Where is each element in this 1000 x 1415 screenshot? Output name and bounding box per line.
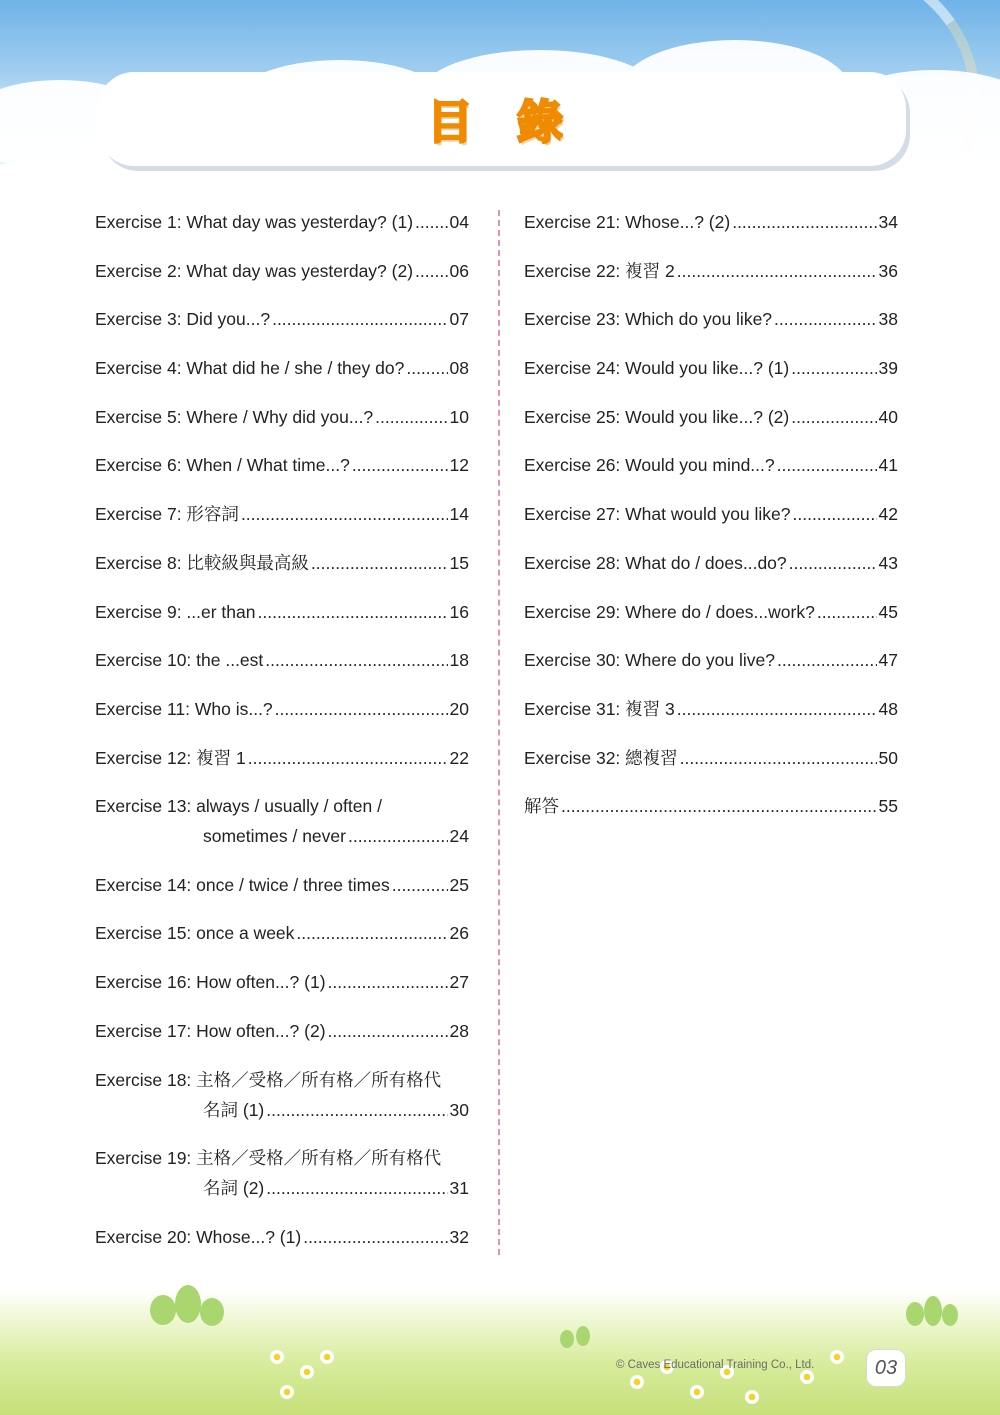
toc-entry-label: Exercise 15: once a week [95,923,295,944]
toc-entry[interactable] [524,450,898,480]
dot-leader [732,207,876,237]
toc-entry[interactable] [95,870,469,900]
toc-entry-label: Exercise 27: What would you like? [524,504,791,525]
toc-entry[interactable] [95,450,469,480]
dot-leader [311,548,448,578]
toc-page-number: 39 [878,358,898,379]
toc-page-number: 41 [878,455,898,476]
dot-leader [248,743,448,773]
toc-entry-label: Exercise 13: always / usually / often / [95,796,382,817]
toc-page-number: 38 [878,309,898,330]
toc-entry[interactable] [95,548,469,578]
toc-entry[interactable] [95,694,469,724]
dot-leader [266,1173,447,1203]
dot-leader [266,1095,447,1125]
tree-decoration [576,1326,590,1346]
dot-leader [406,353,447,383]
flower-decoration [270,1350,284,1364]
toc-entry[interactable] [524,353,898,383]
toc-entry-label: Exercise 31: 複習 3 [524,698,675,719]
flower-decoration [300,1365,314,1379]
tree-decoration [906,1302,924,1326]
toc-page-number: 25 [449,874,469,895]
toc-entry-label: Exercise 14: once / twice / three times [95,874,390,895]
toc-entry-label: Exercise 1: What day was yesterday? (1) [95,212,414,232]
tree-decoration [200,1298,224,1326]
toc-entry[interactable] [524,597,898,627]
toc-page-number: 26 [449,923,469,944]
toc-entry[interactable] [524,743,898,773]
dot-leader [272,304,447,334]
toc-entry[interactable] [524,256,898,286]
toc-entry-label: Exercise 6: When / What time...? [95,455,350,476]
toc-page-number: 27 [449,972,469,993]
toc-page-number: 34 [878,212,898,232]
dot-leader [375,402,447,432]
dot-leader [791,353,876,383]
toc-entry[interactable] [95,499,469,529]
toc-entry-label: Exercise 18: 主格／受格／所有格／所有格代 [95,1069,442,1090]
toc-page-number: 16 [449,601,469,622]
toc-page-number: 10 [449,406,469,427]
toc-entry-label: Exercise 24: Would you like...? (1) [524,358,790,379]
toc-entry[interactable] [95,597,469,627]
toc-page-number: 36 [878,260,898,281]
toc-entry-label: Exercise 9: ...er than [95,601,256,622]
toc-entry-label: Exercise 17: How often...? (2) [95,1020,326,1041]
toc-left-column [95,207,469,1270]
dot-leader [415,207,447,237]
toc-page-number: 28 [449,1020,469,1041]
toc-entry-label: Exercise 26: Would you mind...? [524,455,775,476]
toc-page-number: 18 [449,650,469,671]
flower-decoration [745,1390,759,1404]
toc-entry-label: Exercise 22: 複習 2 [524,260,675,281]
toc-entry[interactable] [524,402,898,432]
toc-entry-label: Exercise 3: Did you...? [95,309,271,330]
column-divider [498,210,500,1255]
dot-leader [789,548,877,578]
toc-entry-label: 解答 [524,796,559,817]
toc-page-number: 12 [449,455,469,476]
toc-entry[interactable] [95,402,469,432]
dot-leader [791,402,876,432]
toc-entry[interactable] [95,1065,469,1125]
toc-page-number: 20 [449,698,469,719]
toc-entry-label: Exercise 4: What did he / she / they do? [95,358,405,379]
dot-leader [348,821,448,851]
tree-decoration [150,1295,176,1325]
toc-page-number: 14 [449,504,469,525]
toc-entry-label: Exercise 11: Who is...? [95,698,273,719]
toc-page-number: 45 [878,601,898,622]
toc-entry[interactable] [95,207,469,237]
toc-page-number: 07 [449,309,469,330]
toc-entry-label: Exercise 12: 複習 1 [95,747,246,768]
toc-entry-label: Exercise 5: Where / Why did you...? [95,406,374,427]
toc-entry-label: Exercise 2: What day was yesterday? (2) [95,260,414,281]
dot-leader [677,256,877,286]
toc-entry-label: Exercise 23: Which do you like? [524,309,773,330]
dot-leader [275,694,448,724]
dot-leader [793,499,877,529]
dot-leader [561,791,877,821]
toc-page-number: 32 [449,1226,469,1247]
toc-entry[interactable] [95,1016,469,1046]
toc-entry[interactable] [524,499,898,529]
toc-entry[interactable] [95,791,469,851]
dot-leader [258,597,448,627]
toc-entry[interactable] [524,645,898,675]
page-title: 目 錄 [426,95,577,149]
toc-page-number: 22 [449,747,469,768]
dot-leader [777,645,877,675]
toc-entry-label: Exercise 10: the ...est [95,650,264,671]
toc-entry-label: Exercise 32: 總複習 [524,747,678,768]
toc-page-number: 50 [878,747,898,768]
toc-page-number: 43 [878,552,898,573]
toc-entry-label: Exercise 8: 比較級與最高級 [95,552,309,573]
toc-entry[interactable] [95,304,469,334]
title-banner [98,72,906,166]
toc-entry[interactable] [524,791,898,821]
toc-entry-label: Exercise 20: Whose...? (1) [95,1226,302,1247]
dot-leader [328,1016,448,1046]
toc-page-number: 24 [449,826,469,847]
toc-right-column [524,207,898,840]
toc-entry[interactable] [95,967,469,997]
toc-entry[interactable] [524,548,898,578]
dot-leader [415,256,447,286]
page-number: 03 [866,1349,906,1387]
flower-decoration [630,1375,644,1389]
dot-leader [265,645,447,675]
dot-leader [303,1222,447,1252]
flower-decoration [690,1385,704,1399]
toc-entry-label: Exercise 25: Would you like...? (2) [524,406,790,427]
dot-leader [296,918,447,948]
dot-leader [328,967,448,997]
toc-page-number: 30 [449,1099,469,1120]
toc-entry[interactable] [95,645,469,675]
toc-page-number: 47 [878,650,898,671]
flower-decoration [320,1350,334,1364]
tree-decoration [924,1296,942,1326]
toc-entry-label: Exercise 19: 主格／受格／所有格／所有格代 [95,1148,442,1168]
toc-page-number: 15 [449,552,469,573]
toc-entry-label-continued: 名詞 (1) [203,1099,265,1120]
toc-entry-label-continued: sometimes / never [203,826,346,847]
toc-entry[interactable] [524,207,898,237]
toc-entry-label: Exercise 16: How often...? (1) [95,972,326,993]
tree-decoration [175,1285,201,1323]
toc-entry[interactable] [95,743,469,773]
toc-page-number: 48 [878,698,898,719]
toc-page-number: 08 [449,358,469,379]
dot-leader [241,499,448,529]
meadow-decoration [0,1290,1000,1415]
flower-decoration [280,1385,294,1399]
toc-entry[interactable] [524,304,898,334]
flower-decoration [830,1350,844,1364]
toc-entry-label: Exercise 7: 形容詞 [95,504,239,525]
toc-entry[interactable] [95,353,469,383]
toc-entry-label: Exercise 28: What do / does...do? [524,552,787,573]
toc-entry-label: Exercise 29: Where do / does...work? [524,601,815,622]
toc-page-number: 42 [878,504,898,525]
toc-entry[interactable] [95,1222,469,1252]
toc-entry[interactable] [95,256,469,286]
tree-decoration [942,1304,958,1326]
tree-decoration [560,1330,574,1348]
dot-leader [774,304,876,334]
toc-entry-label-continued: 名詞 (2) [203,1178,265,1198]
toc-entry-label: Exercise 21: Whose...? (2) [524,212,731,232]
toc-entry-label: Exercise 30: Where do you live? [524,650,775,671]
dot-leader [817,597,877,627]
toc-page-number: 31 [449,1178,469,1198]
dot-leader [777,450,877,480]
dot-leader [677,694,877,724]
toc-page-number: 55 [878,796,898,817]
toc-page-number: 40 [878,406,898,427]
toc-entry[interactable] [95,918,469,948]
toc-page-number: 06 [449,260,469,281]
dot-leader [680,743,877,773]
dot-leader [352,450,448,480]
flower-decoration [800,1370,814,1384]
dot-leader [392,870,448,900]
toc-page-number: 04 [449,212,469,232]
copyright-text: © Caves Educational Training Co., Ltd. [616,1359,815,1371]
toc-entry[interactable] [524,694,898,724]
toc-entry[interactable] [95,1143,469,1203]
